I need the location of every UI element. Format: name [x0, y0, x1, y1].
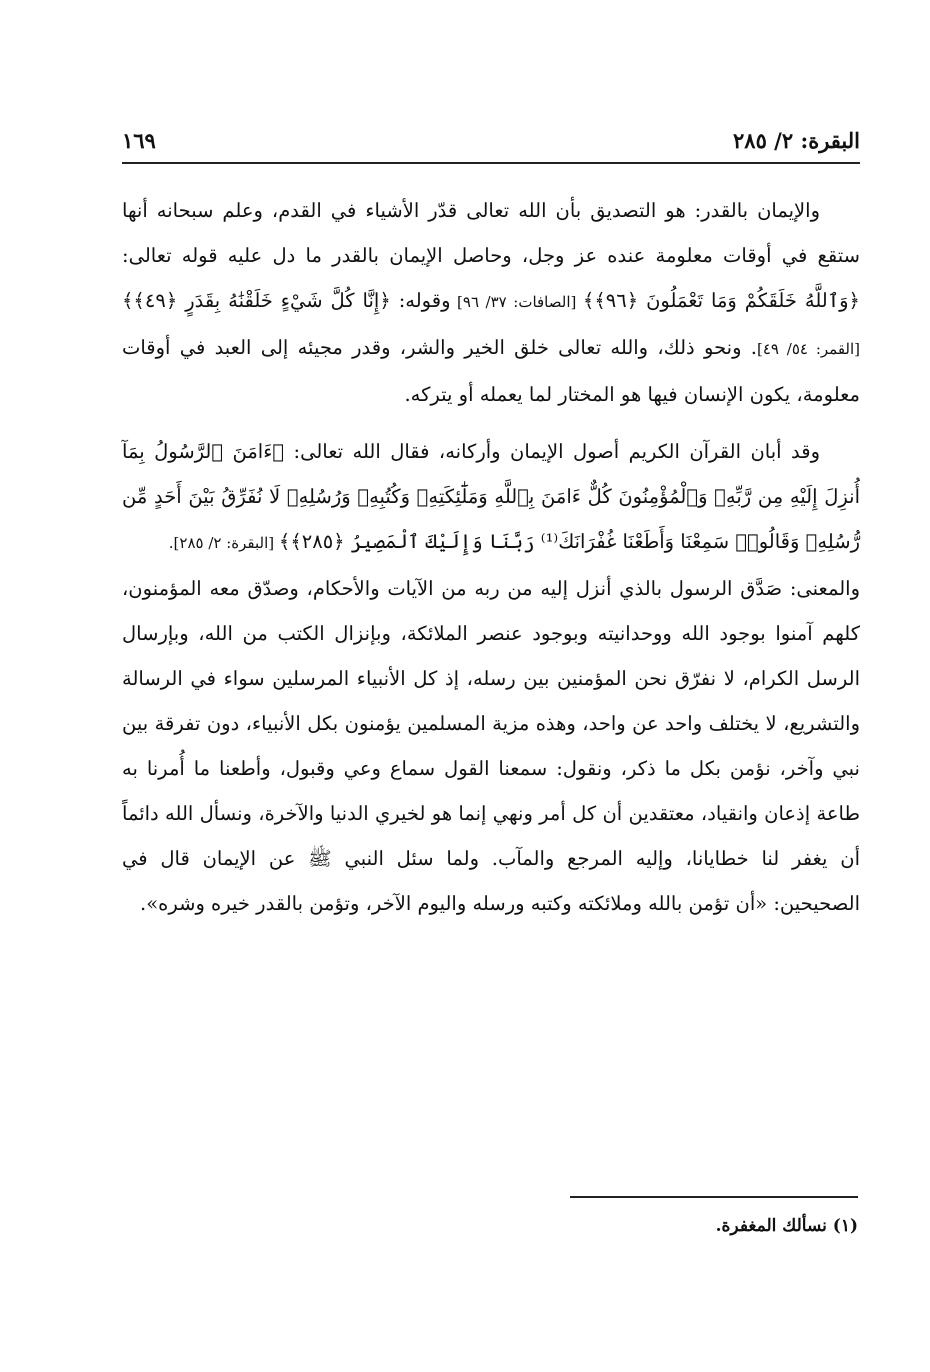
verse-reference: [البقرة: ٢/ ٢٨٥].: [168, 534, 279, 552]
paragraph-arkan-iman: [122, 429, 860, 566]
verse-reference: [الصافات: ٣٧/ ٩٦]: [450, 293, 583, 311]
paragraph-text: . ونحو ذلك، والله تعالى خلق الخير والشر، وقدر مجيئه إلى العبد في أوقات معلومة، يكون الإنسان فيها هو المختار لما يعمله أو يتركه.: [122, 336, 860, 406]
surah-reference: البقرة: ٢/ ٢٨٥: [733, 128, 860, 153]
quran-verse: ﴿إِنَّا كُلَّ شَيْءٍ خَلَقْنَٰهُ بِقَدَرٍ ﴿٤٩﴾﴾: [122, 289, 391, 312]
verse-reference: [القمر: ٥٤/ ٤٩]: [756, 340, 861, 358]
paragraph-iman-bil-qadar: [122, 188, 860, 417]
page-number: ١٦٩: [122, 128, 156, 153]
paragraph-text: وقوله:: [390, 289, 451, 312]
paragraph-meaning: والمعنى: صَدَّق الرسول بالذي أنزل إليه من ربه من الآيات والأحكام، وصدّق معه المؤمنون، كلهم آمنوا بوجود الله ووحدانيته وبوجود عنصر الملائكة، وبإنزال الكتب من الله، وبإرسال الرسل الكرام، لا نفرّق نحن المؤمنين بين رسله، إذ كل الأنبياء المرسلين سواء في الرسالة والتشريع، لا يختلف واحد عن واحد، وهذه مزية المسلمين يؤمنون بكل الأنبياء، دون تفرقة بين نبي وآخر، نؤمن بكل ما ذكر، ونقول: سمعنا القول سماع وعي وقبول، وأطعنا ما أُمرنا به طاعة إذعان وانقياد، معتقدين أن كل أمر ونهي إنما هو لخيري الدنيا والآخرة، ونسأل الله دائماً أن يغفر لنا خطايانا، وإليه المرجع والمآب. ولما سئل النبي ﷺ عن الإيمان قال في الصحيحين: «أن تؤمن بالله وملائكته وكتبه ورسله واليوم الآخر، وتؤمن بالقدر خيره وشره».: [122, 577, 860, 915]
page-header: [122, 126, 860, 164]
paragraph-text: وقد أبان القرآن الكريم أصول الإيمان وأركانه، فقال الله تعالى:: [284, 440, 820, 463]
body-text: [122, 188, 860, 926]
footnote-divider: [570, 1196, 858, 1198]
quran-verse: ﴿وَٱللَّهُ خَلَقَكُمْ وَمَا تَعْمَلُونَ ﴿٩٦﴾﴾: [582, 289, 860, 312]
footnote: (١) نسألك المغفرة.: [715, 1216, 858, 1236]
paragraph-text: والإيمان بالقدر: هو التصديق بأن الله تعالى قدّر الأشياء في القدم، وعلم سبحانه أنها ستقع في أوقات معلومة عنده عز وجل، وحاصل الإيمان بالقدر ما دل عليه قوله تعالى:: [122, 199, 860, 267]
quran-verse: ﴿ءَامَنَ ٱلرَّسُولُ بِمَآ أُنزِلَ إِلَيْهِ مِن رَّبِّهِۦ وَٱلْمُؤْمِنُونَ كُلٌّ ءَامَنَ بِٱللَّهِ وَمَلَٰٓئِكَتِهِۦ وَكُتُبِهِۦ وَرُسُلِهِۦ لَا نُفَرِّقُ بَيْنَ أَحَدٍ مِّن رُّسُلِهِۦ وَقَالُوا۟ سَمِعْنَا وَأَطَعْنَا غُفْرَانَكَ⁽¹⁾ رَبَّنَا وَإِلَيْكَ ٱلْمَصِيرُ ﴿٢٨٥﴾﴾: [122, 440, 860, 553]
